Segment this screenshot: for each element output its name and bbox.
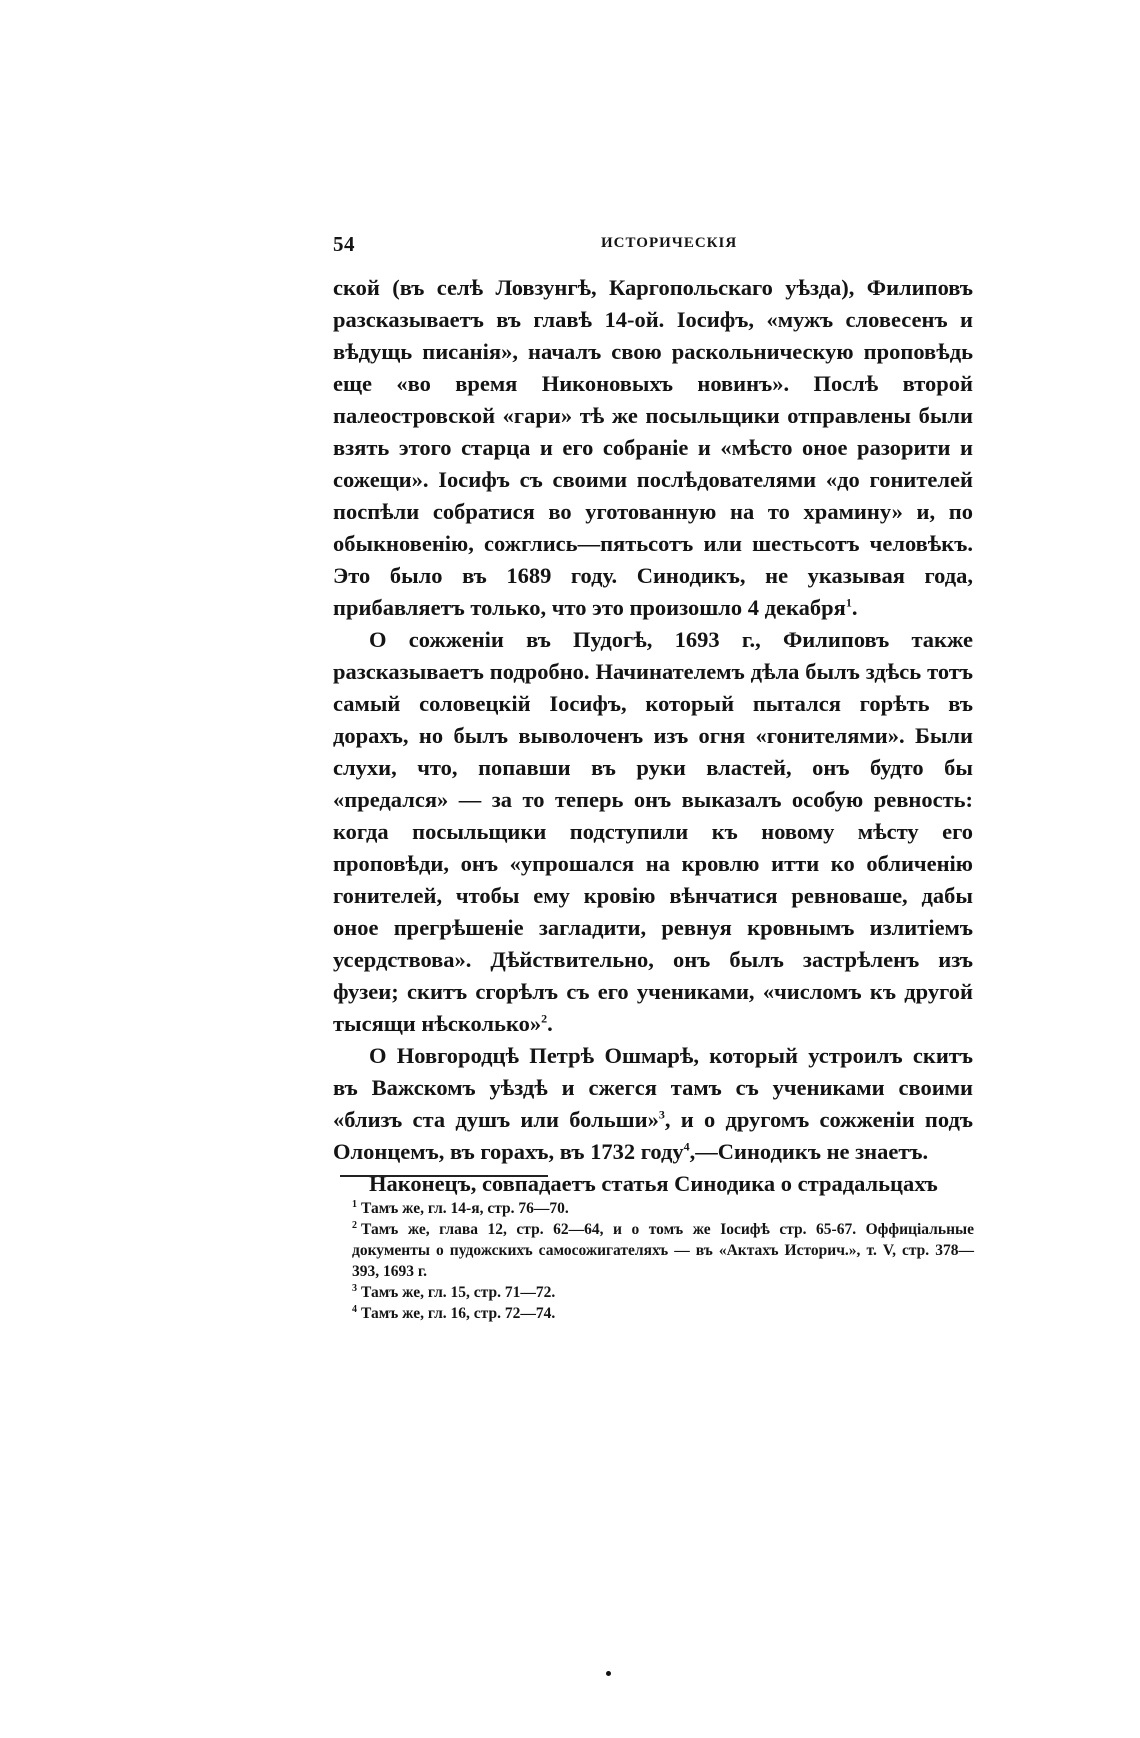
footnote-ref-2[interactable]: 2 (541, 1011, 548, 1026)
footnote-mark: 2 (352, 1219, 357, 1231)
footnote-text: Тамъ же, глава 12, стр. 62—64, и о томъ же Іосифѣ стр. 65-67. Оффиціальные документы о пудожскихъ самосожигателяхъ — въ «Актахъ Историч.», т. V, стр. 378—393, 1693 г. (352, 1221, 974, 1280)
main-text (333, 272, 973, 1200)
print-speck (606, 1671, 611, 1676)
footnote-text: Тамъ же, гл. 15, стр. 71—72. (361, 1284, 556, 1301)
footnote-1 (352, 1198, 974, 1219)
paragraph-4-text: Наконецъ, совпадаетъ статья Синодика о страдальцахъ (369, 1171, 938, 1196)
paragraph-3-text-1: О Новгородцѣ Петрѣ Ошмарѣ, который устроилъ скитъ въ Важскомъ уѣздѣ и сжегся тамъ съ учениками своими «близъ ста душъ или больши» (333, 1043, 973, 1132)
footnote-3 (352, 1282, 974, 1303)
paragraph-1 (333, 272, 973, 624)
footnote-text: Тамъ же, гл. 14-я, стр. 76—70. (361, 1200, 569, 1217)
footnote-mark: 4 (352, 1303, 357, 1315)
footnote-ref-1[interactable]: 1 (845, 595, 852, 610)
footnote-ref-3[interactable]: 3 (658, 1107, 665, 1122)
footnote-ref-4[interactable]: 4 (683, 1139, 690, 1154)
footnote-2 (352, 1219, 974, 1282)
paragraph-3 (333, 1040, 973, 1168)
footnote-text: Тамъ же, гл. 16, стр. 72—74. (361, 1305, 556, 1322)
footnote-mark: 1 (352, 1198, 357, 1210)
footnote-mark: 3 (352, 1282, 357, 1294)
paragraph-1-tail: . (851, 595, 858, 620)
paragraph-1-text: ской (въ селѣ Ловзунгѣ, Каргопольскаго уѣзда), Филиповъ разсказываетъ въ главѣ 14-ой. Іосифъ, «мужъ словесенъ и вѣдущь писанія», началъ свою раскольническую проповѣдь еще «во время Никоновыхъ новинъ». Послѣ второй палеостровской «гари» тѣ же посыльщики отправлены были взять этого старца и его собраніе и «мѣсто оное разорити и сожещи». Іосифъ съ своими послѣдователями «до гонителей поспѣли собратися во уготованную на то храмину» и, по обыкновенію, сожглись—пятьсотъ или шестьсотъ человѣкъ. Это было въ 1689 году. Синодикъ, не указывая года, прибавляетъ только, что это произошло 4 декабря (333, 275, 973, 620)
paragraph-3-text-2: , и о другомъ сожженіи подъ Олонцемъ, въ горахъ, въ 1732 году (333, 1107, 973, 1164)
paragraph-2-text: О сожженіи въ Пудогѣ, 1693 г., Филиповъ также разсказываетъ подробно. Начинателемъ дѣла былъ здѣсь тотъ самый соловецкій Іосифъ, который пытался горѣть въ дорахъ, но былъ выволоченъ изъ огня «гонителями». Были слухи, что, попавши въ руки властей, онъ будто бы «предался» — за то теперь онъ выказалъ особую ревность: когда посыльщики подступили къ новому мѣсту его проповѣди, онъ «упрошался на кровлю итти ко обличенію гонителей, чтобы ему кровію вѣнчатися ревноваше, дабы оное прегрѣшеніе загладити, ревнуя кровнымъ излитіемъ усердствова». Дѣйствительно, онъ былъ застрѣленъ изъ фузеи; скитъ сгорѣлъ съ его учениками, «числомъ къ другой тысящи нѣсколько» (333, 627, 973, 1036)
footnotes (352, 1198, 974, 1324)
paragraph-4 (333, 1168, 973, 1200)
page-header (333, 232, 973, 262)
footnote-divider (340, 1175, 548, 1177)
paragraph-2 (333, 624, 973, 1040)
page-number: 54 (333, 232, 355, 256)
running-head: ИСТОРИЧЕСКІЯ (601, 235, 738, 251)
footnote-4 (352, 1303, 974, 1324)
paragraph-3-text-3: ,—Синодикъ не знаетъ. (689, 1139, 929, 1164)
paragraph-2-tail: . (547, 1011, 553, 1036)
